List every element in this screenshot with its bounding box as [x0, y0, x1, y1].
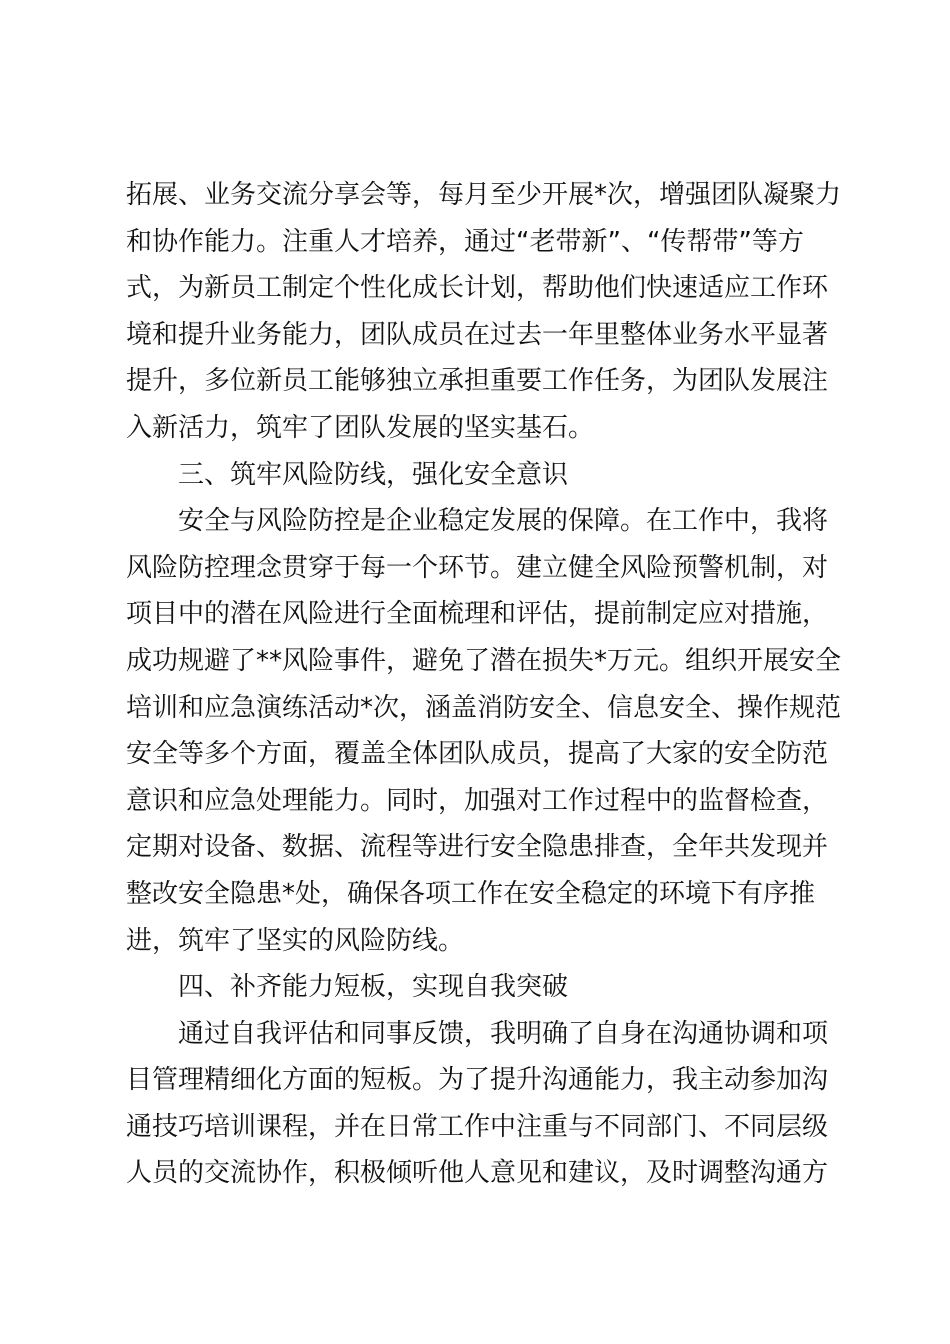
paragraph-line: 通技巧培训课程，并在日常工作中注重与不同部门、不同层级	[126, 1111, 829, 1142]
paragraph-line: 和协作能力。注重人才培养，通过“老带新”、“传帮带”等方	[126, 226, 804, 257]
paragraph-line: 进，筑牢了坚实的风险防线。	[126, 925, 465, 956]
paragraph-line: 定期对设备、数据、流程等进行安全隐患排查，全年共发现并	[126, 832, 829, 863]
paragraph-line: 成功规避了**风险事件，避免了潜在损失*万元。组织开展安全	[126, 645, 842, 676]
paragraph-line: 提升，多位新员工能够独立承担重要工作任务，为团队发展注	[126, 366, 829, 397]
paragraph-line: 入新活力，筑牢了团队发展的坚实基石。	[126, 412, 595, 443]
paragraph-line: 拓展、业务交流分享会等，每月至少开展*次，增强团队凝聚力	[126, 180, 842, 210]
paragraph-line: 式，为新员工制定个性化成长计划，帮助他们快速适应工作环	[126, 273, 829, 304]
paragraph-line: 意识和应急处理能力。同时，加强对工作过程中的监督检查，	[126, 785, 829, 816]
paragraph-line: 风险防控理念贯穿于每一个环节。建立健全风险预警机制，对	[126, 552, 829, 583]
paragraph-line: 通过自我评估和同事反馈，我明确了自身在沟通协调和项	[178, 1018, 829, 1049]
section-heading: 四、补齐能力短板，实现自我突破	[178, 972, 569, 1003]
paragraph-line: 人员的交流协作，积极倾听他人意见和建议，及时调整沟通方	[126, 1158, 829, 1189]
paragraph-line: 项目中的潜在风险进行全面梳理和评估，提前制定应对措施，	[126, 599, 829, 630]
section-heading: 三、筑牢风险防线，强化安全意识	[178, 459, 569, 490]
paragraph-line: 整改安全隐患*处，确保各项工作在安全稳定的环境下有序推	[126, 878, 816, 909]
paragraph-line: 安全等多个方面，覆盖全体团队成员，提高了大家的安全防范	[126, 739, 829, 770]
paragraph-line: 培训和应急演练活动*次，涵盖消防安全、信息安全、操作规范	[126, 692, 842, 723]
paragraph-line: 目管理精细化方面的短板。为了提升沟通能力，我主动参加沟	[126, 1065, 829, 1096]
document-body	[126, 172, 846, 1197]
paragraph-line: 安全与风险防控是企业稳定发展的保障。在工作中，我将	[178, 506, 829, 537]
paragraph-line: 境和提升业务能力，团队成员在过去一年里整体业务水平显著	[126, 319, 829, 350]
